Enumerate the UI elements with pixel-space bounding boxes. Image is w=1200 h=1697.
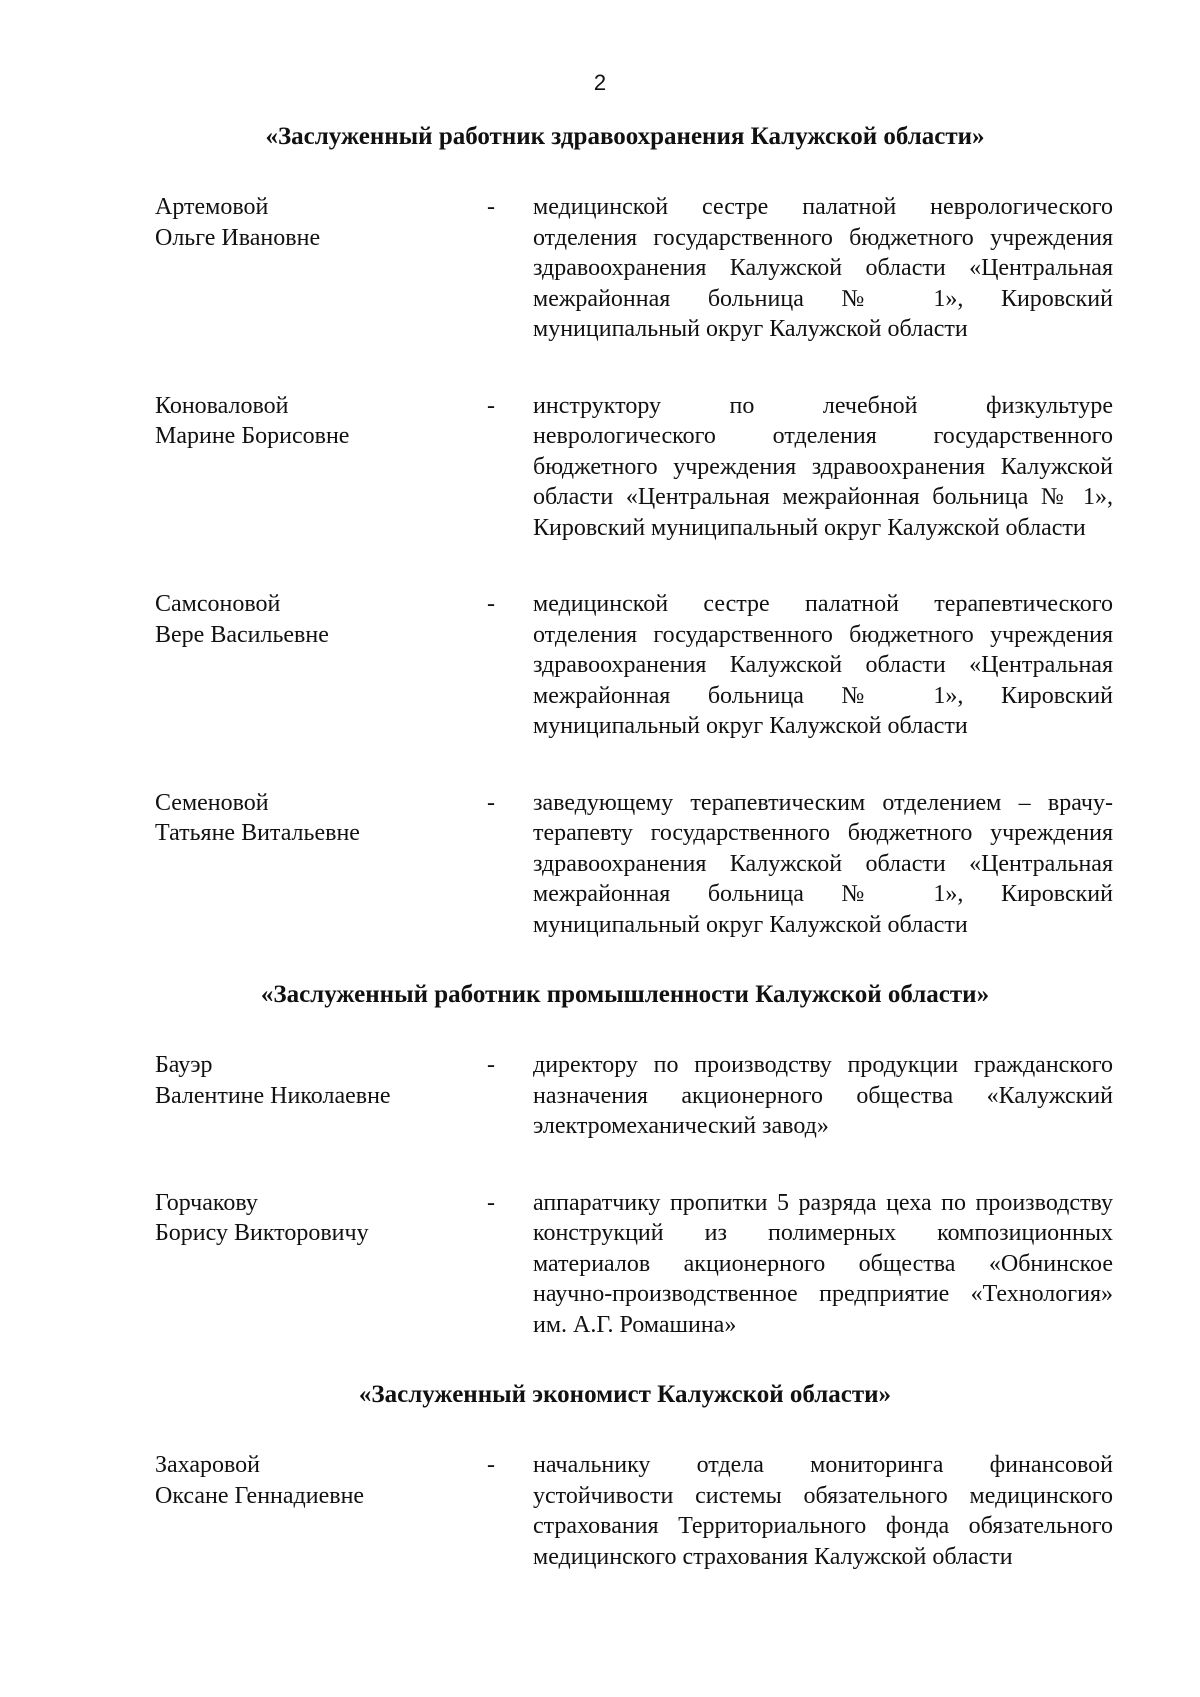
separator-dash: - bbox=[487, 392, 495, 419]
recipient-name bbox=[155, 1188, 485, 1249]
award-entry bbox=[155, 1050, 1115, 1142]
recipient-given-name: Борису Викторовичу bbox=[155, 1220, 369, 1246]
recipient-surname: Самсоновой bbox=[155, 591, 281, 617]
recipient-given-name: Вере Васильевне bbox=[155, 621, 329, 648]
recipient-surname: Захаровой bbox=[155, 1452, 261, 1478]
separator-dash: - bbox=[487, 1052, 495, 1078]
recipient-name bbox=[155, 391, 485, 452]
recipient-name bbox=[155, 1450, 485, 1511]
separator-dash: - bbox=[487, 1452, 495, 1478]
recipient-position: медицинской сестре палатной терапевтического отделения государственного бюджетного учреждения здравоохранения Калужской области «Центральная межрайонная больница № 1», Кировский муниципальный округ Калужской области bbox=[533, 591, 1113, 739]
document-content bbox=[155, 122, 1115, 1618]
recipient-position: заведующему терапевтическим отделением – врачу-терапевту государственного бюджетного учреждения здравоохранения Калужской области «Центральная межрайонная больница № 1», Кировский муниципальный округ Калужской области bbox=[533, 789, 1113, 938]
recipient-position: медицинской сестре палатной неврологического отделения государственного бюджетного учреждения здравоохранения Калужской области «Центральная межрайонная больница № 1», Кировский муниципальный округ Калужской области bbox=[533, 194, 1113, 342]
recipient-given-name: Татьяне Витальевне bbox=[155, 820, 360, 846]
recipient-surname: Семеновой bbox=[155, 789, 269, 816]
page-number: 2 bbox=[593, 70, 607, 95]
award-entry bbox=[155, 788, 1115, 941]
recipient-surname: Артемовой bbox=[155, 194, 269, 220]
recipient-surname: Коноваловой bbox=[155, 392, 289, 419]
recipient-position: начальнику отдела мониторинга финансовой устойчивости системы обязательного медицинского страхования Территориального фонда обязательного медицинского страхования Калужской области bbox=[533, 1452, 1113, 1570]
recipient-given-name: Марине Борисовне bbox=[155, 423, 350, 449]
award-entry bbox=[155, 589, 1115, 742]
section-title-industry: «Заслуженный работник промышленности Калужской области» bbox=[260, 981, 990, 1008]
recipient-position: директору по производству продукции гражданского назначения акционерного общества «Калужский электромеханический завод» bbox=[533, 1052, 1113, 1139]
separator-dash: - bbox=[487, 1189, 495, 1216]
recipient-name bbox=[155, 788, 485, 849]
award-entry bbox=[155, 391, 1115, 544]
separator-dash: - bbox=[487, 194, 495, 220]
recipient-surname: Бауэр bbox=[155, 1052, 213, 1078]
award-entry bbox=[155, 1188, 1115, 1341]
award-entry bbox=[155, 192, 1115, 345]
award-entry bbox=[155, 1450, 1115, 1572]
recipient-given-name: Валентине Николаевне bbox=[155, 1082, 391, 1109]
recipient-name bbox=[155, 589, 485, 650]
recipient-given-name: Ольге Ивановне bbox=[155, 224, 321, 251]
recipient-name bbox=[155, 1050, 485, 1111]
separator-dash: - bbox=[487, 789, 495, 816]
separator-dash: - bbox=[487, 591, 495, 617]
recipient-name bbox=[155, 192, 485, 253]
recipient-surname: Горчакову bbox=[155, 1189, 258, 1216]
recipient-given-name: Оксане Геннадиевне bbox=[155, 1482, 365, 1509]
section-title-economist: «Заслуженный экономист Калужской области» bbox=[358, 1381, 892, 1408]
recipient-position: инструктору по лечебной физкультуре неврологического отделения государственного бюджетного учреждения здравоохранения Калужской области «Центральная межрайонная больница № 1», Кировский муниципальный округ Калужской области bbox=[533, 392, 1113, 541]
section-title-healthcare: «Заслуженный работник здравоохранения Калужской области» bbox=[265, 123, 985, 150]
recipient-position: аппаратчику пропитки 5 разряда цеха по производству конструкций из полимерных композиционных материалов акционерного общества «Обнинское научно-производственное предприятие «Технология» им. А.Г. Ромашина» bbox=[533, 1189, 1113, 1338]
